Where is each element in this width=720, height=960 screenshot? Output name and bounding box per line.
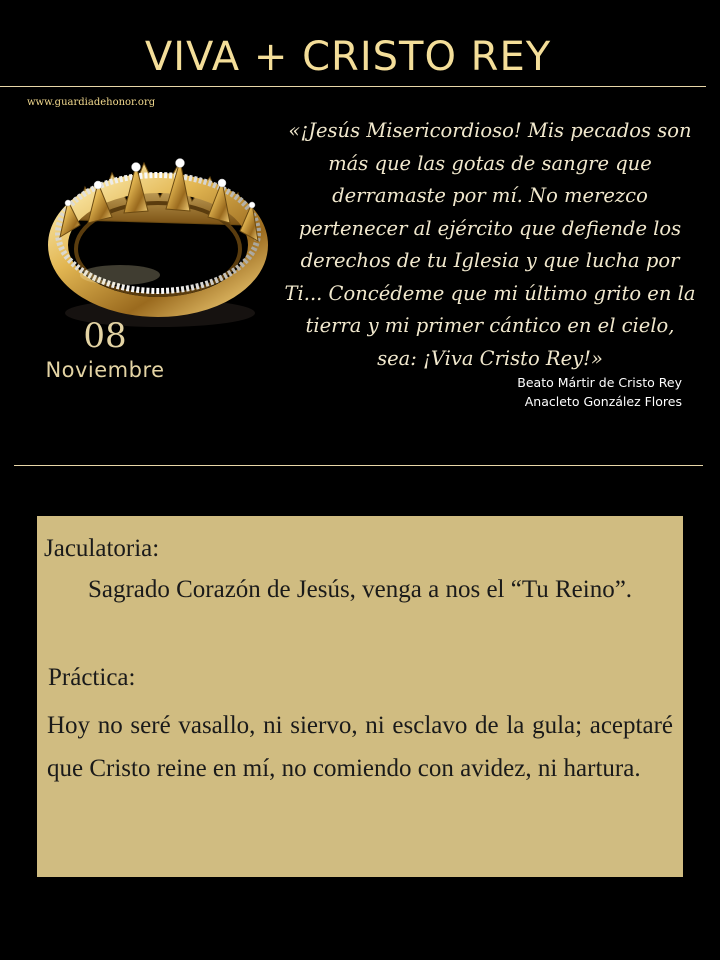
quote-text: «¡Jesús Misericordioso! Mis pecados son más que las gotas de sangre que derramaste por mí. No merezco pertenecer al ejército que defiende los derechos de tu Iglesia y que lucha por Ti... Concédeme que mi último grito en la tierra y mi primer cántico en el cielo, sea: ¡Viva Cristo Rey!»	[284, 119, 696, 370]
top-divider	[0, 86, 706, 87]
middle-divider	[14, 465, 703, 466]
date-day: 08	[83, 316, 127, 356]
date-month: Noviembre	[45, 358, 165, 382]
jaculatoria-heading: Jaculatoria:	[44, 535, 160, 562]
practica-text: Hoy no seré vasallo, ni siervo, ni esclavo de la gula; aceptaré que Cristo reine en mí, no comiendo con avidez, ni hartura.	[47, 712, 673, 782]
author-line-1: Beato Mártir de Cristo Rey	[517, 375, 682, 390]
author-line-2: Anacleto González Flores	[524, 394, 682, 409]
quote-author	[470, 373, 682, 411]
website-label: www.guardiadehonor.org	[27, 97, 156, 108]
practica-heading: Práctica:	[48, 664, 136, 691]
jaculatoria-text: Sagrado Corazón de Jesús, venga a nos el “Tu Reino”.	[87, 576, 633, 603]
page-title: VIVA + CRISTO REY	[144, 34, 552, 80]
prayer-panel	[37, 516, 683, 877]
crown-ring-icon	[40, 125, 270, 335]
